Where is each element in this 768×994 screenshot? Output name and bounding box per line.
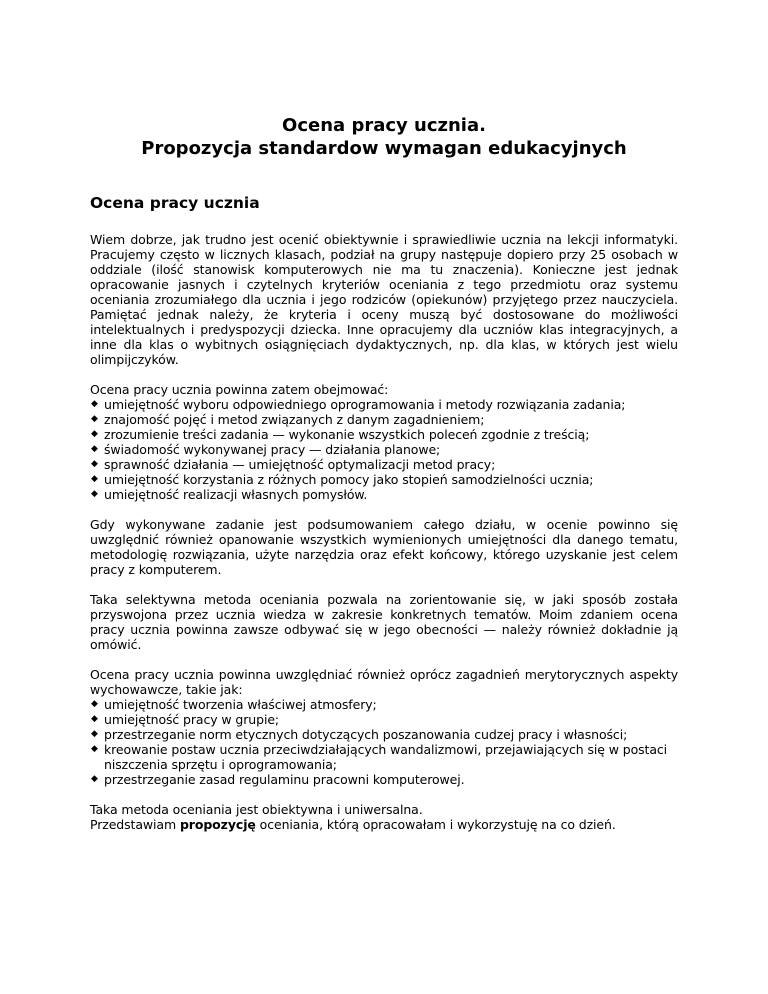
list-item: ◆ umiejętność korzystania z różnych pomocy jako stopień samodzielności ucznia; — [90, 472, 678, 487]
list-item: ◆ znajomość pojęć i metod związanych z danym zagadnieniem; — [90, 412, 678, 427]
list-intro: Ocena pracy ucznia powinna zatem obejmować: — [90, 382, 389, 397]
list-intro: Ocena pracy ucznia powinna uwzględniać również oprócz zagadnień merytorycznych aspekty wychowawcze, takie jak: — [90, 667, 678, 697]
list-item: ◆ kreowanie postaw ucznia przeciwdziałających wandalizmowi, przejawiających się w postaci niszczenia sprzętu i oprogramowania; — [90, 742, 678, 772]
document-content — [90, 194, 678, 847]
paragraph-selective-method: Taka selektywna metoda oceniania pozwala na zorientowanie się, w jaki sposób została przyswojona przez ucznia wiedza w zakresie konkretnych tematów. Moim zdaniem ocena pracy ucznia powinna zawsze odbywać się w jego obecności — należy również dokładnie ją omówić. — [90, 592, 678, 652]
paragraph-summary-task: Gdy wykonywane zadanie jest podsumowaniem całego działu, w ocenie powinno się uwzględnić również opanowanie wszystkich wymienionych umiejętności dla danego tematu, metodologię rozwiązania, użyte narzędzia oraz efekt końcowy, którego uzyskanie jest celem pracy z komputerem. — [90, 517, 678, 577]
title-line-1: Ocena pracy ucznia. — [282, 115, 486, 136]
list-item: ◆ umiejętność wyboru odpowiedniego oprogramowania i metody rozwiązania zadania; — [90, 397, 678, 412]
list-item: ◆ przestrzeganie zasad regulaminu pracowni komputerowej. — [90, 772, 678, 787]
assessment-criteria-list — [90, 397, 678, 502]
list-item: ◆ umiejętność pracy w grupie; — [90, 712, 678, 727]
closing-line-1: Taka metoda oceniania jest obiektywna i uniwersalna. — [90, 802, 423, 817]
closing-text-before: Przedstawiam — [90, 817, 180, 832]
assessment-criteria-block — [90, 382, 678, 502]
closing-emphasis: propozycję — [179, 817, 256, 832]
paragraph-intro: Wiem dobrze, jak trudno jest ocenić obiektywnie i sprawiedliwie ucznia na lekcji informatyki. Pracujemy często w licznych klasach, podział na grupy następuje dopiero przy 25 osobach w oddziale (ilość stanowisk komputerowych nie ma tu znaczenia). Konieczne jest jednak opracowanie jasnych i czytelnych kryteriów oceniania z tego przedmiotu oraz systemu oceniania zrozumiałego dla ucznia i jego rodziców (opiekunów) przyjętego przez nauczyciela. Pamiętać jednak należy, że kryteria i oceny muszą być dostosowane do możliwości intelektualnych i predyspozycji dziecka. Inne opracujemy dla uczniów klas integracyjnych, a inne dla klas o wybitnych osiągnięciach dydaktycznych, np. dla klas, w których jest wielu olimpijczyków. — [90, 232, 678, 367]
list-item: ◆ umiejętność realizacji własnych pomysłów. — [90, 487, 678, 502]
closing-block — [90, 802, 678, 832]
section-heading: Ocena pracy ucznia — [90, 194, 260, 212]
list-item: ◆ świadomość wykonywanej pracy — działania planowe; — [90, 442, 678, 457]
educational-aspects-block — [90, 667, 678, 787]
list-item: ◆ sprawność działania — umiejętność optymalizacji metod pracy; — [90, 457, 678, 472]
educational-aspects-list — [90, 697, 678, 787]
list-item: ◆ zrozumienie treści zadania — wykonanie wszystkich poleceń zgodnie z treścią; — [90, 427, 678, 442]
document-title — [0, 114, 768, 160]
list-item: ◆ przestrzeganie norm etycznych dotyczących poszanowania cudzej pracy i własności; — [90, 727, 678, 742]
list-item: ◆ umiejętność tworzenia właściwej atmosfery; — [90, 697, 678, 712]
closing-text-after: oceniania, którą opracowałam i wykorzystuję na co dzień. — [255, 817, 616, 832]
closing-line-2 — [90, 817, 678, 832]
title-line-2: Propozycja standardow wymagan edukacyjnych — [141, 138, 627, 159]
